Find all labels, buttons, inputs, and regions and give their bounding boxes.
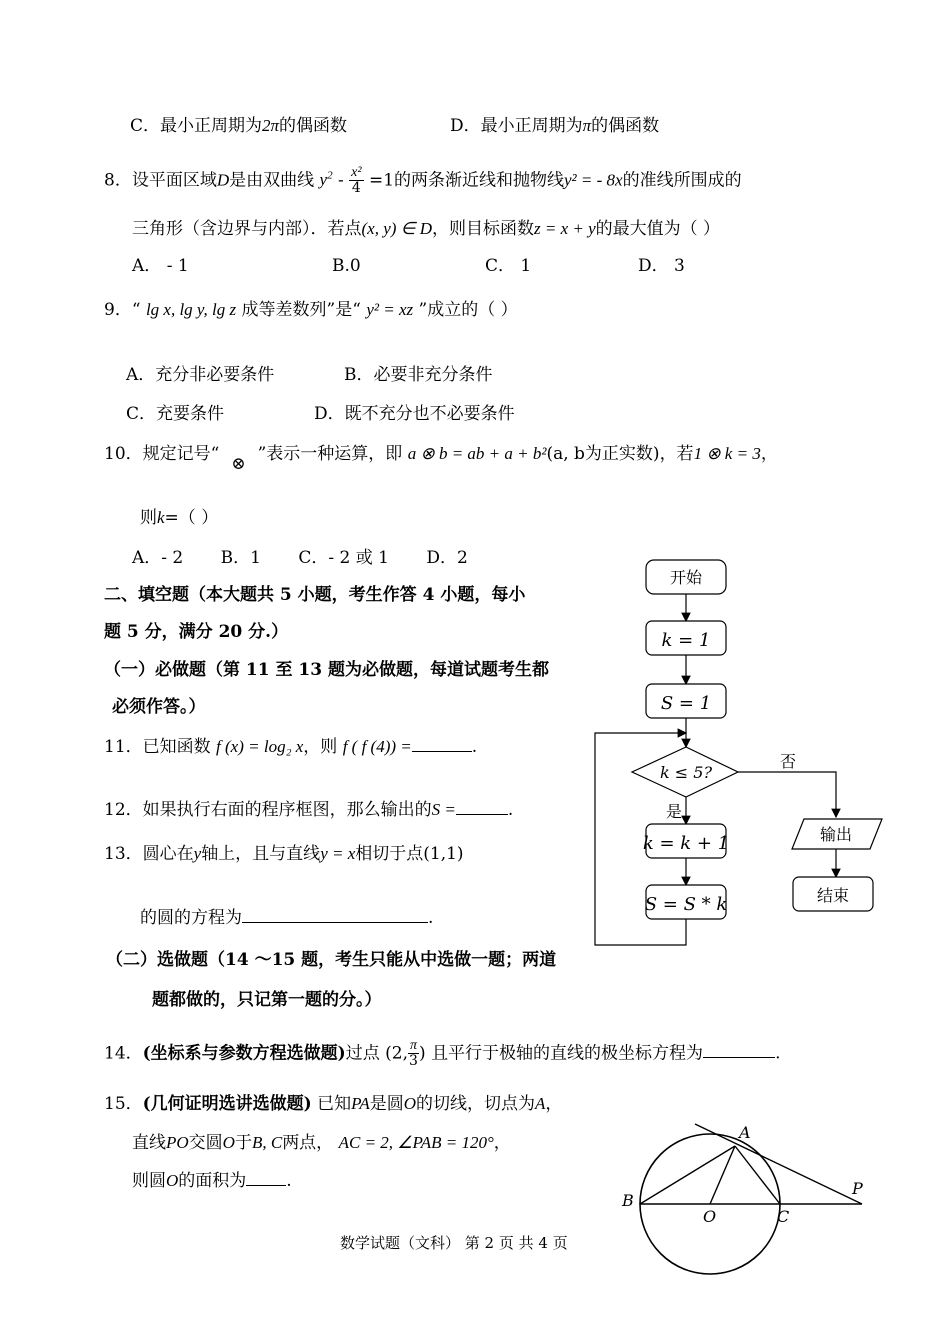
- q12: 12．如果执行右面的程序框图，那么输出的S = .: [104, 800, 514, 820]
- segment-ao: [710, 1146, 735, 1204]
- flow-k-increment-label: k = k + 1: [642, 833, 730, 854]
- q10-line1: 10．规定记号“ ⊗ ”表示一种运算，即 a ⊗ b = ab + a + b²(a, b为正实数)，若1 ⊗ k = 3，: [104, 444, 778, 474]
- q8-option-d: D． 3: [638, 256, 685, 276]
- point-b-label: B: [622, 1191, 634, 1210]
- q8-line2: 三角形（含边界与内部）．若点(x, y) ∈ D，则目标函数z = x + y的最大值为（ ）: [132, 219, 721, 239]
- flow-output-label: 输出: [819, 825, 853, 844]
- q10-line2: 则k=（ ）: [140, 508, 219, 528]
- q8-option-a: A． - 1: [132, 256, 189, 276]
- q8-option-b: B.0: [332, 256, 361, 276]
- q10-options: A．- 2 B．1 C．- 2 或 1 D．2: [132, 548, 468, 568]
- q8-line1: 8．设平面区域D是由双曲线 $y^2$ - $\frac{\text{x²}}{4}$ =1的两条渐近线和抛物线y² = - 8x的准线所围成的: [104, 165, 742, 197]
- q9-stem: 9．“ lg x, lg y, lg z 成等差数列”是“ y² = xz ”成立的（ ）: [104, 300, 518, 320]
- flow-yes-label: 是: [666, 802, 683, 821]
- q7-option-d: D．最小正周期为π的偶函数: [450, 116, 660, 136]
- flow-start-label: 开始: [669, 568, 703, 587]
- segment-ba: [640, 1146, 735, 1204]
- q8-fraction: $\frac{\text{x²}}{4}$: [351, 165, 362, 197]
- flow-end-label: 结束: [816, 886, 850, 905]
- section2-sub2-2: 题都做的，只记第一题的分。）: [152, 990, 382, 1010]
- flow-s-init-label: S = 1: [660, 693, 712, 714]
- point-c-label: C: [777, 1207, 790, 1226]
- point-p-label: P: [852, 1179, 863, 1198]
- q9-option-b: B．必要非充分条件: [344, 365, 493, 385]
- section2-title-1: 二、填空题（本大题共 5 小题，考生作答 4 小题，每小: [104, 585, 526, 605]
- q15-answer-blank[interactable]: [246, 1185, 286, 1186]
- q14-fraction: $\frac{\pi}{3}$: [409, 1038, 418, 1070]
- q13-line1: 13．圆心在y轴上，且与直线y = x相切于点(1,1): [104, 844, 464, 864]
- q8-option-c: C． 1: [485, 256, 532, 276]
- q13-answer-blank[interactable]: [242, 922, 428, 923]
- q13-line2: 的圆的方程为 .: [140, 908, 434, 928]
- q15-line1: 15．(几何证明选讲选做题) 已知PA是圆O的切线，切点为A，: [104, 1094, 563, 1114]
- q12-answer-blank[interactable]: [456, 814, 508, 815]
- section2-sub2-1: （二）选做题（14 ～15 题，考生只能从中选做一题；两道: [106, 950, 557, 970]
- q15-line3: 则圆O的面积为 .: [132, 1171, 292, 1191]
- q9-option-a: A．充分非必要条件: [126, 365, 275, 385]
- program-flowchart: [590, 555, 890, 950]
- q11-answer-blank[interactable]: [412, 751, 472, 752]
- flow-no-label: 否: [780, 752, 797, 771]
- q7-option-c: C．最小正周期为2π的偶函数: [130, 116, 348, 136]
- section2-sub1-1: （一）必做题（第 11 至 13 题为必做题，每道试题考生都: [104, 660, 549, 680]
- q14-answer-blank[interactable]: [703, 1057, 775, 1058]
- q9-option-d: D．既不充分也不必要条件: [314, 404, 515, 424]
- flow-s-multiply-label: S = S * k: [644, 894, 728, 915]
- page-footer: 数学试题（文科） 第 2 页 共 4 页: [340, 1234, 568, 1252]
- q15-line2: 直线PO交圆O于B, C两点， AC = 2, ∠PAB = 120°，: [132, 1133, 511, 1153]
- point-o-label: O: [703, 1207, 717, 1226]
- section2-sub1-2: 必须作答。）: [112, 697, 206, 717]
- q9-option-c: C．充要条件: [126, 404, 225, 424]
- q11: 11．已知函数 f (x) = log₂ x，则 f ( f (4)) = .: [104, 737, 478, 757]
- section2-title-2: 题 5 分，满分 20 分.）: [104, 622, 289, 642]
- flow-k-init-label: k = 1: [661, 630, 711, 651]
- flow-condition-label: k ≤ 5?: [659, 763, 713, 782]
- q14: 14．(坐标系与参数方程选做题)过点 (2, $\frac{\pi}{3}$ ) 且平行于极轴的直线的极坐标方程为 .: [104, 1038, 781, 1070]
- circle-tangent-figure: [615, 1118, 885, 1278]
- point-a-label: A: [739, 1123, 751, 1142]
